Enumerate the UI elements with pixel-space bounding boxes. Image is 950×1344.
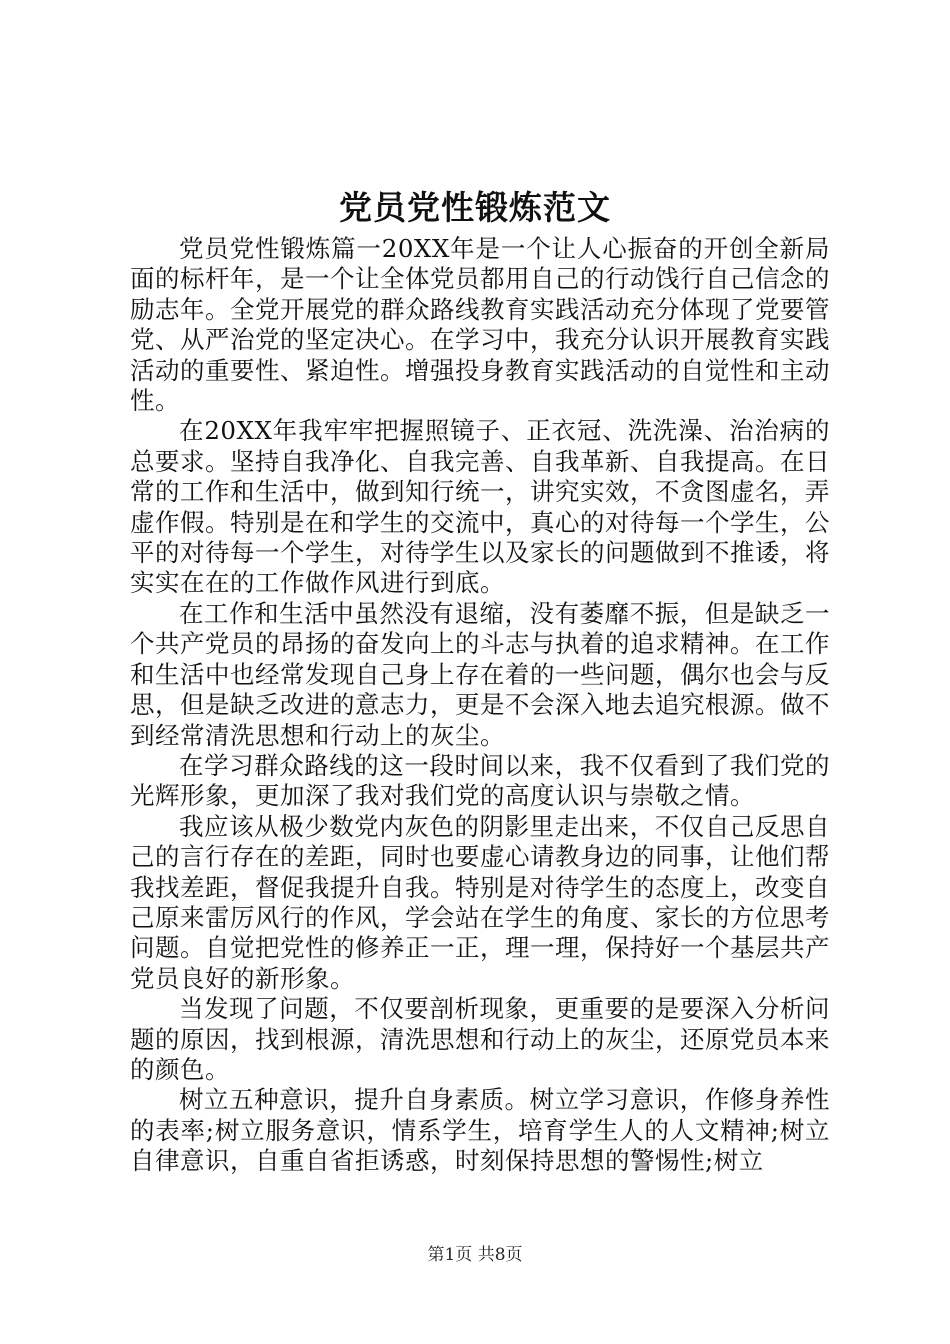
paragraph-5: 我应该从极少数党内灰色的阴影里走出来，不仅自己反思自己的言行存在的差距，同时也要虚心请教身边的同事，让他们帮我找差距，督促我提升自我。特别是对待学生的态度上，改变自己原来雷厉风行的作风，学会站在学生的角度、家长的方位思考问题。自觉把党性的修养正一正，理一理，保持好一个基层共产党员良好的新形象。 <box>130 811 830 993</box>
paragraph-6: 当发现了问题，不仅要剖析现象，更重要的是要深入分析问题的原因，找到根源，清洗思想和行动上的灰尘，还原党员本来的颜色。 <box>130 994 830 1084</box>
paragraph-2: 在20XX年我牢牢把握照镜子、正衣冠、洗洗澡、治治病的总要求。坚持自我净化、自我完善、自我革新、自我提高。在日常的工作和生活中，做到知行统一，讲究实效，不贪图虚名，弄虚作假。特别是在和学生的交流中，真心的对待每一个学生，公平的对待每一个学生，对待学生以及家长的问题做到不推诿，将实实在在的工作做作风进行到底。 <box>130 416 830 598</box>
document-body <box>130 234 830 1177</box>
page-footer: 第1页 共8页 <box>427 1245 523 1265</box>
document-title: 党员党性锻炼范文 <box>339 188 611 227</box>
paragraph-1: 党员党性锻炼篇一20XX年是一个让人心振奋的开创全新局面的标杆年，是一个让全体党员都用自己的行动饯行自己信念的励志年。全党开展党的群众路线教育实践活动充分体现了党要管党、从严治党的坚定决心。在学习中，我充分认识开展教育实践活动的重要性、紧迫性。增强投身教育实践活动的自觉性和主动性。 <box>130 234 830 416</box>
paragraph-4: 在学习群众路线的这一段时间以来，我不仅看到了我们党的光辉形象，更加深了我对我们党的高度认识与崇敬之情。 <box>130 750 830 811</box>
paragraph-7: 树立五种意识，提升自身素质。树立学习意识，作修身养性的表率;树立服务意识，情系学生，培育学生人的人文精神;树立自律意识，自重自省拒诱惑，时刻保持思想的警惕性;树立 <box>130 1085 830 1176</box>
paragraph-3: 在工作和生活中虽然没有退缩，没有萎靡不振，但是缺乏一个共产党员的昂扬的奋发向上的斗志与执着的追求精神。在工作和生活中也经常发现自己身上存在着的一些问题，偶尔也会与反思，但是缺乏改进的意志力，更是不会深入地去追究根源。做不到经常清洗思想和行动上的灰尘。 <box>130 598 830 750</box>
